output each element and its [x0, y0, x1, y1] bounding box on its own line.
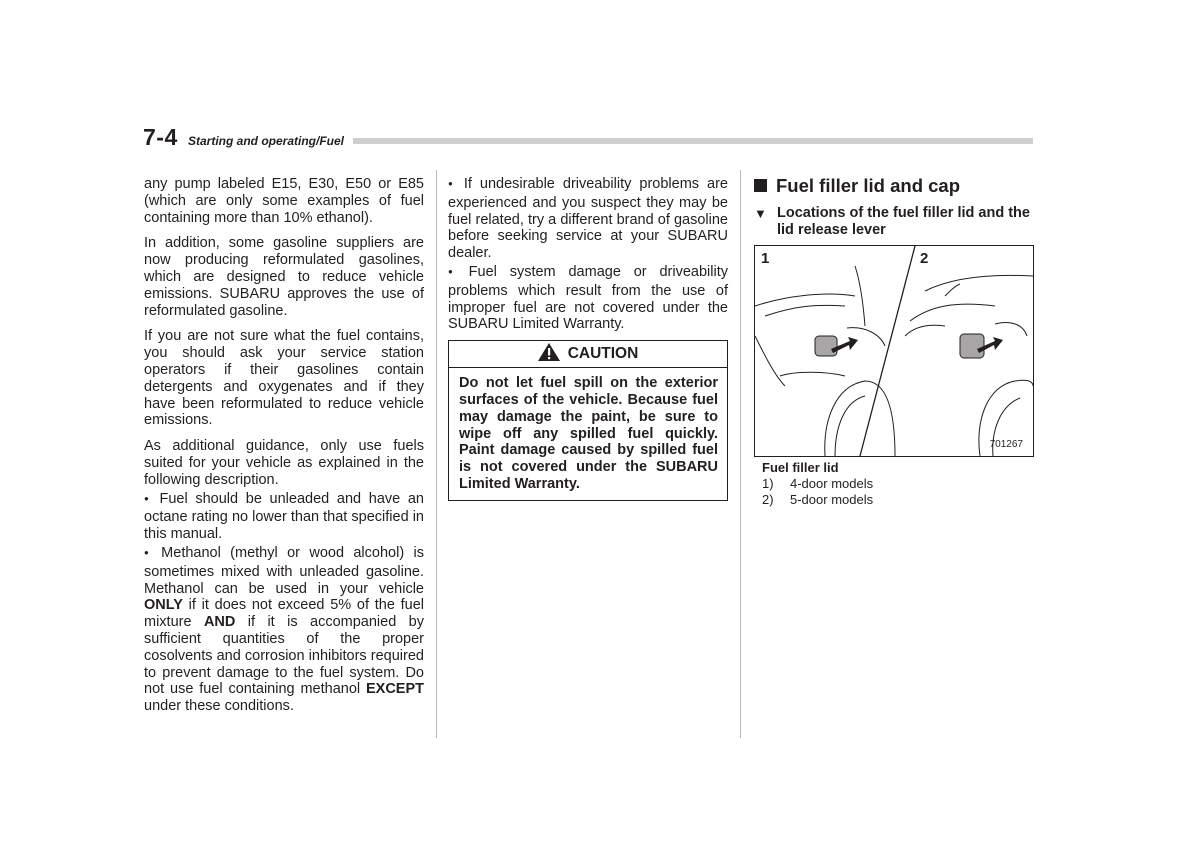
- column-left: [144, 176, 424, 724]
- column-divider: [436, 170, 437, 738]
- triangle-down-icon: ▼: [754, 206, 767, 221]
- heading-text: Fuel filler lid and cap: [776, 175, 961, 196]
- paragraph: In addition, some gasoline suppliers are now producing reformulated gasolines, which are designed to reduce vehicle emissions. SUBARU approves the use of reformulated gasoline.: [144, 235, 424, 319]
- square-bullet-icon: [754, 179, 767, 192]
- subsection-heading: [754, 205, 1034, 239]
- bullet-text: Methanol (methyl or wood alcohol) is sometimes mixed with unleaded gasoline. Methanol can be used in your vehicle: [144, 544, 424, 597]
- bullet-text: Fuel system damage or driveability problems which result from the use of improper fuel are not covered under the SUBARU Limited Warranty.: [448, 263, 728, 333]
- caption-item-text: 5-door models: [790, 492, 874, 507]
- bullet-text: If undesirable driveability problems are experienced and you suspect they may be fuel related, try a different brand of gasoline before seeking service at your SUBARU dealer.: [448, 176, 728, 262]
- bullet-item: [448, 264, 728, 333]
- fuel-lid-figure: [754, 245, 1034, 457]
- caution-text: Do not let fuel spill on the exterior surfaces of the vehicle. Because fuel may damage the paint, be sure to wipe off any spilled fuel quickly. Paint damage caused by spilled fuel is not covered under the SUBARU Limited Warranty.: [459, 375, 718, 492]
- emphasis: EXCEPT: [365, 681, 424, 698]
- subheading-text: Locations of the fuel filler lid and the lid release lever: [777, 205, 1030, 238]
- bullet-item: [448, 176, 728, 262]
- bullet-text: Fuel should be unleaded and have an octane rating no lower than that specified in this manual.: [144, 490, 424, 543]
- caption-item: [762, 476, 873, 492]
- page-number: 7-4: [143, 124, 178, 150]
- caution-title: CAUTION: [567, 345, 639, 363]
- bullet-item: [144, 491, 424, 543]
- section-title: Starting and operating/Fuel: [188, 134, 345, 148]
- emphasis: ONLY: [144, 597, 183, 614]
- warning-icon: [538, 343, 560, 361]
- bullet-text: if it does not exceed 5% of the fuel mixture: [144, 597, 424, 631]
- paragraph: any pump labeled E15, E30, E50 or E85 (which are only some examples of fuel containing more than 10% ethanol).: [144, 176, 424, 226]
- paragraph: If you are not sure what the fuel contains, you should ask your service station operators if their gasolines contain detergents and oxygenates and if they have been reformulated to reduce vehicle emissions.: [144, 328, 424, 429]
- figure-label-1: 1: [761, 250, 770, 267]
- header-bar: [353, 138, 1033, 144]
- figure-code: 701267: [989, 439, 1023, 450]
- fuel-lid-illustration: [755, 246, 1033, 456]
- caption-item: [762, 492, 873, 508]
- caption-item-number: 2): [762, 492, 774, 507]
- paragraph: As additional guidance, only use fuels suited for your vehicle as explained in the following description.: [144, 438, 424, 488]
- bullet-item: [144, 545, 424, 715]
- caption-title: Fuel filler lid: [762, 460, 839, 475]
- caption-item-text: 4-door models: [790, 476, 874, 491]
- column-divider: [740, 170, 741, 738]
- figure-label-2: 2: [920, 250, 929, 267]
- bullet-text: if it is accompanied by sufficient quantities of the proper cosolvents and corrosion inhibitors required to prevent damage to the fuel system. Do not use fuel containing methanol: [144, 614, 424, 698]
- emphasis: AND: [203, 614, 236, 631]
- bullet-text: under these conditions.: [144, 698, 294, 715]
- caption-item-number: 1): [762, 476, 774, 491]
- column-right: [754, 176, 1034, 248]
- caution-box: [448, 340, 728, 501]
- caution-header: [449, 341, 727, 368]
- page-header: [143, 124, 1033, 150]
- column-middle: [448, 176, 728, 501]
- figure-caption: [762, 460, 873, 508]
- section-heading: [754, 176, 1034, 196]
